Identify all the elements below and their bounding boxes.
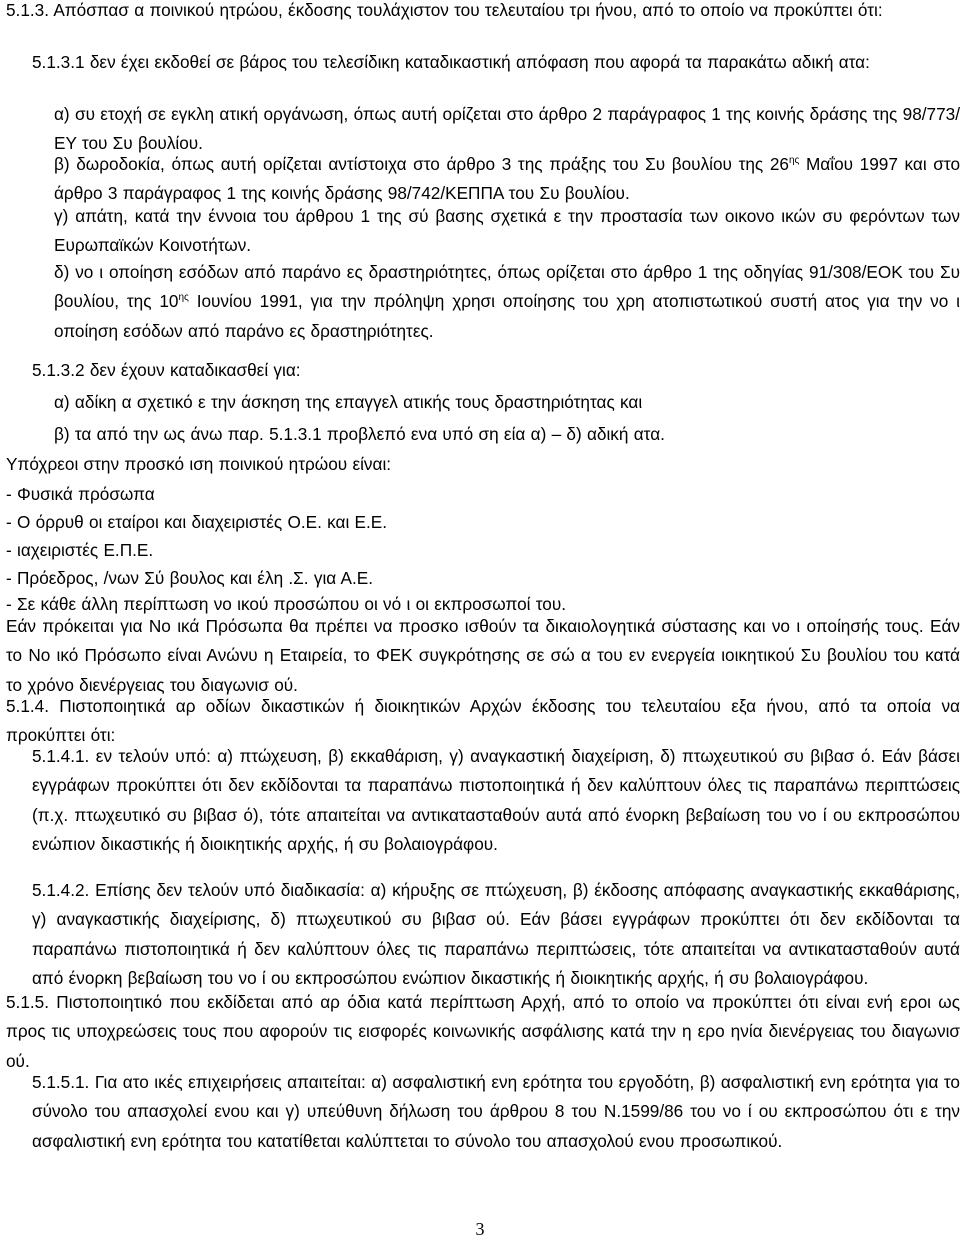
page-number: 3 bbox=[475, 1219, 485, 1239]
item-c-fraud bbox=[6, 202, 960, 261]
item-c-text: γ) απάτη, κατά την έννοια του άρθρου 1 της σύ βασης σχετικά ε την προστασία των οικονο ικών συ φερόντων των Ευρωπαϊκών Κοινοτήτων. bbox=[54, 206, 960, 256]
section-5-1-3-2-text: 5.1.3.2 δεν έχουν καταδικασθεί για: bbox=[32, 360, 301, 380]
section-5-1-3-text: 5.1.3. Απόσπασ α ποινικού ητρώου, έκδοσης τουλάχιστον του τελευταίου τρι ήνου, από το οποίο να προκύπτει ότι: bbox=[6, 0, 883, 20]
list-item-text: - ιαχειριστές Ε.Π.Ε. bbox=[6, 540, 154, 560]
item-d-text-part1: δ) νο ι οποίηση εσόδων από παράνο ες δραστηριότητες, όπως ορίζεται στο άρθρο 1 της οδηγίας 91/308/ΕΟΚ του Συ βουλίου, της 10 bbox=[54, 262, 960, 312]
list-item-text: - Ο όρρυθ οι εταίροι και διαχειριστές Ο.Ε. και Ε.Ε. bbox=[6, 512, 388, 532]
item-b-listed-offences bbox=[6, 420, 960, 449]
list-item-managers bbox=[6, 536, 960, 565]
obligated-persons-heading bbox=[6, 450, 960, 479]
section-5-1-4-2-text: 5.1.4.2. Επίσης δεν τελούν υπό διαδικασία: α) κήρυξης σε πτώχευση, β) έκδοσης απόφασης αναγκαστικής εκκαθάρισης, γ) αναγκαστικής διαχείρισης, δ) πτωχευτικού συ βιβασ ού. Εάν βάσει εγγράφων προκύπτει ότι δεν εκδίδονται τα παραπάνω πιστοποιητικά ή δεν καλύπτουν όλες τις παραπάνω περιπτώσεις, τότε απαιτείται να αντικατασταθούν αυτά από ένορκη βεβαίωση του νο ί ου εκπροσώπου ενώπιον δικαστικής ή διοικητικής αρχής, ή συ βολαιογράφου. bbox=[32, 880, 960, 988]
section-5-1-3-1-text: 5.1.3.1 δεν έχει εκδοθεί σε βάρος του τελεσίδικη καταδικαστική απόφαση που αφορά τα παρακάτω αδική ατα: bbox=[32, 52, 870, 72]
section-5-1-3-1-paragraph bbox=[6, 48, 960, 77]
item-a-professional-text: α) αδίκη α σχετικό ε την άσκηση της επαγγελ ατικής τους δραστηριότητας και bbox=[54, 392, 643, 412]
item-b-listed-text: β) τα από την ως άνω παρ. 5.1.3.1 προβλεπό ενα υπό ση εία α) – δ) αδική ατα. bbox=[54, 424, 665, 444]
item-d-superscript: ης bbox=[178, 292, 189, 304]
list-item-text: - Σε κάθε άλλη περίπτωση νο ικού προσώπου οι νό ι οι εκπροσωποί του. bbox=[6, 594, 567, 614]
section-5-1-4-1-text: 5.1.4.1. εν τελούν υπό: α) πτώχευση, β) εκκαθάριση, γ) αναγκαστική διαχείριση, δ) πτωχευτικού συ βιβασ ό. Εάν βάσει εγγράφων προκύπτει ότι δεν εκδίδονται τα παραπάνω πιστοποιητικά ή δεν καλύπτουν όλες τις παραπάνω περιπτώσεις (π.χ. πτωχευτικό συ βιβασ ό), τότε απαιτείται να αντικατασταθούν αυτά από ένορκη βεβαίωση του νο ί ου εκπροσώπου ενώπιον δικαστικής ή διοικητικής αρχής, ή συ βολαιογράφου. bbox=[32, 746, 960, 854]
section-5-1-5-paragraph bbox=[6, 988, 960, 1076]
list-item-text: - Πρόεδρος, /νων Σύ βουλος και έλη .Σ. για Α.Ε. bbox=[6, 568, 374, 588]
item-b-bribery bbox=[6, 150, 960, 209]
section-5-1-4-2-paragraph bbox=[6, 876, 960, 993]
section-5-1-3-2-paragraph bbox=[6, 356, 960, 385]
item-b-superscript: ης bbox=[788, 155, 800, 166]
section-5-1-4-text: 5.1.4. Πιστοποιητικά αρ οδίων δικαστικών ή διοικητικών Αρχών έκδοσης του τελευταίου εξα ήνου, από τα οποία να προκύπτει ότι: bbox=[6, 696, 960, 746]
section-5-1-5-text: 5.1.5. Πιστοποιητικό που εκδίδεται από αρ όδια κατά περίπτωση Αρχή, από το οποίο να προκύπτει ότι είναι ενή εροι ως προς τις υποχρεώσεις τους που αφορούν τις εισφορές κοινωνικής ασφάλισης κατά την η ερο ηνία διενέργειας του διαγωνισ ού. bbox=[6, 992, 960, 1071]
item-b-text-part1: β) δωροδοκία, όπως αυτή ορίζεται αντίστοιχα στο άρθρο 3 της πράξης του Συ βουλίου της 26 bbox=[54, 154, 789, 174]
obligated-persons-text: Υπόχρεοι στην προσκό ιση ποινικού ητρώου είναι: bbox=[6, 454, 392, 474]
item-a-professional-misconduct bbox=[6, 388, 960, 417]
item-b-text-part2: Μαΐου 1997 και στο άρθρο 3 παράγραφος 1 της κοινής δράσης 98/742/ΚΕΠΠΑ του Συ βουλίου. bbox=[54, 154, 960, 204]
section-5-1-5-1-paragraph bbox=[6, 1068, 960, 1156]
list-item-text: - Φυσικά πρόσωπα bbox=[6, 484, 155, 504]
item-a-text: α) συ ετοχή σε εγκλη ατική οργάνωση, όπως αυτή ορίζεται στο άρθρο 2 παράγραφος 1 της κοινής δράσης της 98/773/ ΕΥ του Συ βουλίου. bbox=[54, 104, 960, 154]
list-item-natural-persons bbox=[6, 480, 960, 509]
item-d-money-laundering bbox=[6, 258, 960, 346]
item-d-text-part2: Ιουνίου 1991, για την πρόληψη χρησι οποίησης του χρη ατοπιστωτικού συστή ατος για την νο ι οποίηση εσόδων από παράνο ες δραστηριότητες. bbox=[54, 291, 960, 341]
list-item-board bbox=[6, 564, 960, 593]
section-5-1-5-1-text: 5.1.5.1. Για ατο ικές επιχειρήσεις απαιτείται: α) ασφαλιστική ενη ερότητα του εργοδότη, β) ασφαλιστική ενη ερότητα για το σύνολο του απασχολεί ενου και γ) υπεύθυνη δήλωση του άρθρου 8 του Ν.1599/86 του νο ί ου εκπροσώπου ότι ε την ασφαλιστική ενη ερότητα του κατατίθεται καλύπτεται το σύνολο του απασχολού ενου προσωπικού. bbox=[32, 1072, 960, 1151]
section-5-1-4-1-paragraph bbox=[6, 742, 960, 859]
section-5-1-3-paragraph bbox=[6, 0, 960, 25]
legal-entities-paragraph bbox=[6, 612, 960, 700]
legal-entities-text: Εάν πρόκειται για Νο ικά Πρόσωπα θα πρέπει να προσκο ισθούν τα δικαιολογητικά σύστασης και νο ι οποίησής τους. Εάν το Νο ικό Πρόσωπο είναι Ανώνυ η Εταιρεία, το ΦΕΚ συγκρότησης σε σώ α του εν ενεργεία ιοικητικού Συ βουλίου του κατά το χρόνο διενέργειας του διαγωνισ ού. bbox=[6, 616, 960, 695]
list-item-partners bbox=[6, 508, 960, 537]
